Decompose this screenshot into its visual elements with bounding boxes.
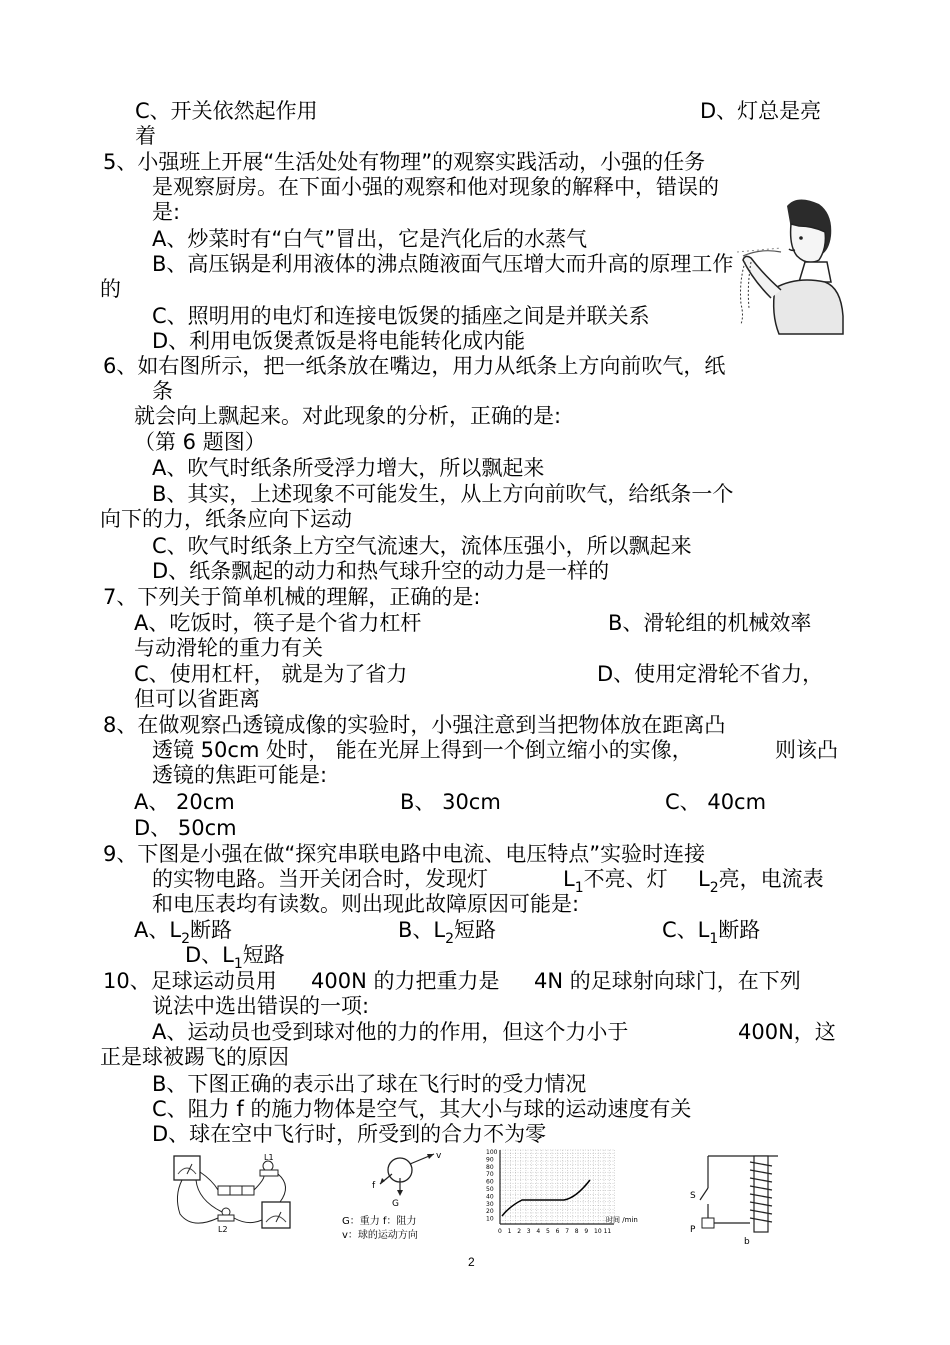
graph-y-tick: 70 <box>486 1171 494 1179</box>
q8-option-d: D、 50cm <box>134 816 237 840</box>
q8-stem-line2a: 透镜 50cm 处时， 能在光屏上得到一个倒立缩小的实像， <box>152 738 693 762</box>
q7-option-a: A、吃饭时，筷子是个省力杠杆 <box>134 611 422 635</box>
graph-y-tick: 50 <box>486 1186 494 1193</box>
graph-x-tick: 0 <box>498 1228 502 1235</box>
q9-option-b: B、$L_2$短路 <box>398 918 497 947</box>
graph-y-tick: 80 <box>486 1163 494 1171</box>
graph-y-ticks <box>486 1149 498 1223</box>
graph-x-tick: 5 <box>546 1228 550 1235</box>
q5-option-a: A、炒菜时有“白气”冒出，它是汽化后的水蒸气 <box>152 227 588 251</box>
q7-stem: 7、下列关于简单机械的理解，正确的是: <box>103 585 481 609</box>
graph-x-tick: 2 <box>517 1228 522 1235</box>
q6-option-c: C、吹气时纸条上方空气流速大，流体压强小，所以飘起来 <box>152 534 692 558</box>
q5-option-c: C、照明用的电灯和连接电饭煲的插座之间是并联关系 <box>152 304 650 328</box>
q7-option-d: D、使用定滑轮不省力， <box>597 662 824 686</box>
q8-stem-line3: 透镜的焦距可能是: <box>152 763 328 787</box>
q10-option-b: B、下图正确的表示出了球在飞行时的受力情况 <box>152 1072 587 1096</box>
q10-option-c: C、阻力 f 的施力物体是空气，其大小与球的运动速度有关 <box>152 1097 692 1121</box>
q10-option-a-part1: A、运动员也受到球对他的力的作用，但这个力小于 <box>152 1020 629 1044</box>
switch-coil-figure <box>668 1148 788 1248</box>
graph-grid <box>500 1150 614 1224</box>
q4-option-c: C、开关依然起作用 <box>135 99 318 123</box>
graph-x-tick: 1 <box>507 1228 512 1235</box>
graph-x-tick: 3 <box>526 1228 531 1235</box>
circuit-l1-label: L1 <box>264 1153 274 1162</box>
ball-v-label: v <box>436 1151 442 1161</box>
q9-stem-line1: 9、下图是小强在做“探究串联电路中电流、电压特点”实验时连接 <box>103 842 706 866</box>
graph-y-tick: 40 <box>486 1193 494 1201</box>
q5-option-b-wrap: 的 <box>100 277 121 301</box>
q6-stem-line2: 条 <box>152 379 173 403</box>
graph-x-tick: 9 <box>584 1228 589 1235</box>
graph-y-tick: 90 <box>486 1156 494 1164</box>
q6-option-b: B、其实，上述现象不可能发生，从上方向前吹气，给纸条一个 <box>152 482 734 506</box>
graph-x-label: 时间 /min <box>606 1216 638 1224</box>
q5-stem-line3: 是: <box>152 200 181 224</box>
q5-stem-line2: 是观察厨房。在下面小强的观察和他对现象的解释中，错误的 <box>152 175 719 199</box>
graph-x-tick: 6 <box>555 1228 560 1235</box>
page-number: 2 <box>468 1255 475 1269</box>
q5-option-b: B、高压锅是利用液体的沸点随液面气压增大而升高的原理工作 <box>152 252 734 276</box>
circuit-l2-label: L2 <box>218 1225 228 1234</box>
q8-stem-line2b: 则该凸 <box>775 738 838 762</box>
ball-legend-line1: G：重力 f：阻力 <box>342 1216 417 1227</box>
ball-g-label: G <box>392 1199 399 1209</box>
q9-stem-l2: $L_2$亮，电流表 <box>698 867 824 896</box>
ball-force-diagram <box>330 1148 465 1248</box>
graph-y-tick: 20 <box>486 1208 494 1216</box>
temperature-time-graph <box>486 1146 646 1241</box>
q4-option-d: D、灯总是亮 <box>700 99 822 123</box>
graph-x-tick: 10 <box>594 1228 602 1235</box>
q4-option-d-wrap: 着 <box>135 124 156 148</box>
boy-blowing-paper-illustration <box>735 196 845 336</box>
coil-b-label: b <box>744 1237 750 1247</box>
graph-y-tick: 100 <box>486 1149 498 1156</box>
q10-stem-line2: 说法中选出错误的一项: <box>152 994 370 1018</box>
q9-option-d: D、$L_1$短路 <box>185 943 285 972</box>
ball-f-label: f <box>372 1181 376 1191</box>
graph-y-tick: 30 <box>486 1200 494 1208</box>
q6-option-d: D、纸条飘起的动力和热气球升空的动力是一样的 <box>152 559 610 583</box>
q6-stem-line3: 就会向上飘起来。对此现象的分析，正确的是: <box>134 404 562 428</box>
q9-stem-l1: $L_1$不亮、灯 <box>563 867 668 896</box>
q6-option-a: A、吹气时纸条所受浮力增大，所以飘起来 <box>152 456 545 480</box>
q10-option-a-wrap: 正是球被踢飞的原因 <box>100 1045 289 1069</box>
q7-option-d-wrap: 但可以省距离 <box>134 687 260 711</box>
q9-option-a: A、$L_2$断路 <box>134 918 232 947</box>
graph-x-tick: 11 <box>603 1228 612 1235</box>
q9-option-c: C、$L_1$断路 <box>662 918 761 947</box>
q5-option-d: D、利用电饭煲煮饭是将电能转化成内能 <box>152 329 526 353</box>
q8-stem-line1: 8、在做观察凸透镜成像的实验时，小强注意到当把物体放在距离凸 <box>103 713 726 737</box>
series-circuit-figure <box>168 1150 298 1235</box>
graph-y-tick: 10 <box>486 1215 494 1223</box>
q6-option-b-wrap: 向下的力，纸条应向下运动 <box>100 507 352 531</box>
q10-stem-line1a: 10、足球运动员用 <box>103 969 277 993</box>
coil-s-label: S <box>690 1191 696 1201</box>
q10-option-a-part2: 400N，这 <box>738 1020 836 1044</box>
q9-stem-line2a: 的实物电路。当开关闭合时，发现灯 <box>152 867 488 891</box>
q10-stem-line1c: 4N 的足球射向球门，在下列 <box>534 969 801 993</box>
q6-figure-caption: （第 6 题图） <box>134 430 266 454</box>
graph-y-tick: 60 <box>486 1178 494 1186</box>
q9-stem-line3: 和电压表均有读数。则出现此故障原因可能是: <box>152 892 580 916</box>
coil-p-label: P <box>690 1225 696 1235</box>
q10-option-d: D、球在空中飞行时，所受到的合力不为零 <box>152 1122 547 1146</box>
graph-x-tick: 8 <box>574 1228 579 1235</box>
graph-x-tick: 4 <box>536 1228 541 1235</box>
graph-x-ticks <box>498 1228 611 1235</box>
q7-option-c: C、使用杠杆， 就是为了省力 <box>134 662 408 686</box>
q7-option-b-wrap: 与动滑轮的重力有关 <box>134 636 323 660</box>
q8-option-a: A、 20cm <box>134 790 235 814</box>
q8-option-c: C、 40cm <box>665 790 767 814</box>
q6-stem-line1: 6、如右图所示，把一纸条放在嘴边，用力从纸条上方向前吹气，纸 <box>103 354 726 378</box>
q7-option-b: B、滑轮组的机械效率 <box>608 611 812 635</box>
ball-legend-line2: v：球的运动方向 <box>342 1230 418 1241</box>
q5-stem-line1: 5、小强班上开展“生活处处有物理”的观察实践活动，小强的任务 <box>103 150 706 174</box>
graph-x-tick: 7 <box>565 1228 570 1235</box>
q8-option-b: B、 30cm <box>400 790 501 814</box>
q10-stem-line1b: 400N 的力把重力是 <box>311 969 500 993</box>
